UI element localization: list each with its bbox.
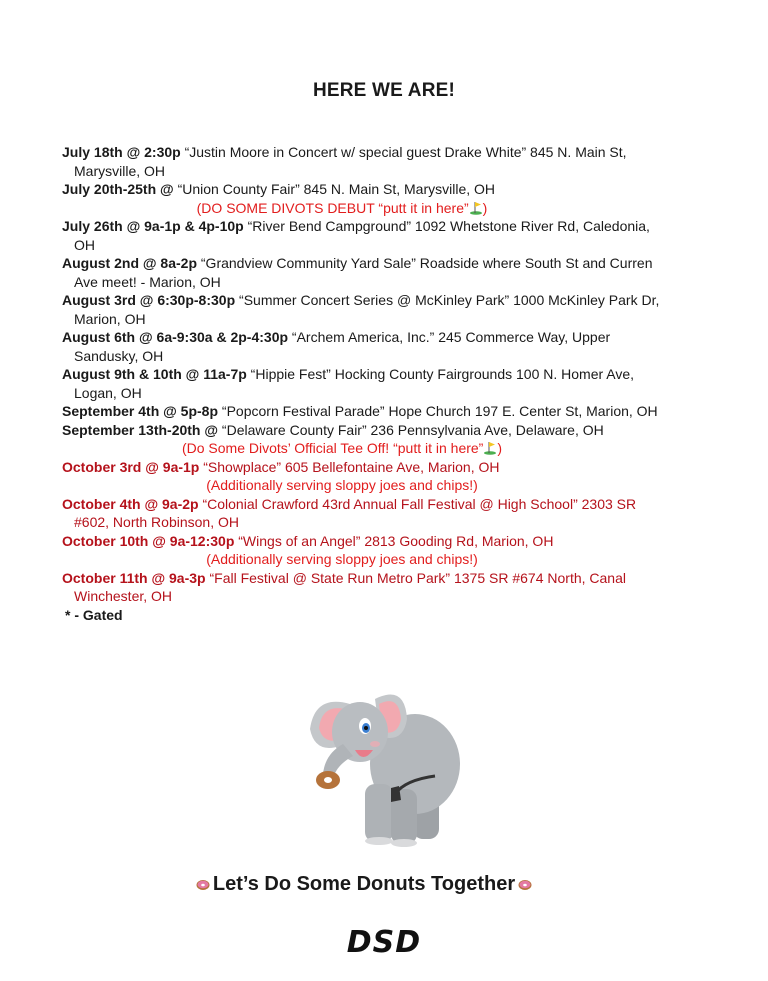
event-item xyxy=(62,402,662,421)
event-when: August 6th @ 6a-9:30a & 2p-4:30p xyxy=(62,329,289,345)
event-item xyxy=(62,532,662,551)
event-text: “Wings of an Angel” 2813 Gooding Rd, Marion, OH xyxy=(234,532,554,549)
dsd-logo: DSD xyxy=(346,925,422,960)
event-text: “Popcorn Festival Parade” Hope Church 197 E. Center St, Marion, OH xyxy=(218,403,658,419)
event-item xyxy=(62,495,662,532)
event-item xyxy=(62,143,662,180)
event-text: “Archem America, Inc.” 245 Commerce Way, Upper Sandusky, OH xyxy=(74,329,611,364)
donut-icon xyxy=(518,879,532,891)
teeoff-note: (Do Some Divots’ Official Tee Off! “putt it in here” ) xyxy=(181,440,503,456)
event-when: October 10th @ 9a-12:30p xyxy=(62,532,235,549)
event-text: “Delaware County Fair” 236 Pennsylvania Ave, Delaware, OH xyxy=(218,421,604,438)
footer-text: Let’s Do Some Donuts Together xyxy=(212,873,516,895)
event-text: “Showplace” 605 Bellefontaine Ave, Marion, OH xyxy=(199,458,500,475)
event-text: “Grandview Community Yard Sale” Roadside where South St and Curren Ave meet! - Marion, OH xyxy=(74,255,653,290)
golf-flag-icon xyxy=(483,441,497,455)
golf-flag-icon xyxy=(469,201,483,215)
event-text: “Union County Fair” 845 N. Main St, Marysville, OH xyxy=(173,181,496,197)
event-when: July 26th @ 9a-1p & 4p-10p xyxy=(62,218,244,234)
event-text: “Summer Concert Series @ McKinley Park” 1000 McKinley Park Dr, Marion, OH xyxy=(74,292,660,327)
event-item xyxy=(62,180,662,199)
event-when: October 4th @ 9a-2p xyxy=(62,495,199,512)
footer-slogan xyxy=(0,873,728,896)
event-item xyxy=(62,569,662,606)
event-when: September 13th-20th @ xyxy=(62,421,219,438)
event-when: July 20th-25th @ xyxy=(62,181,174,197)
event-item xyxy=(62,217,662,254)
sloppy-joes-note: (Additionally serving sloppy joes and chips!) xyxy=(206,551,478,567)
event-text: “Justin Moore in Concert w/ special guest Drake White” 845 N. Main St, Marysville, OH xyxy=(74,144,627,179)
event-when: October 11th @ 9a-3p xyxy=(62,569,206,586)
event-when: August 2nd @ 8a-2p xyxy=(62,255,197,271)
event-text: “Hippie Fest” Hocking County Fairgrounds 100 N. Homer Ave, Logan, OH xyxy=(74,366,635,401)
debut-note: (DO SOME DIVOTS DEBUT “putt it in here” ) xyxy=(196,199,488,216)
gated-legend: * - Gated xyxy=(65,606,123,623)
event-item xyxy=(62,328,662,365)
event-item xyxy=(62,458,662,477)
sloppy-joes-note: (Additionally serving sloppy joes and chips!) xyxy=(206,477,478,493)
event-text: “Fall Festival @ State Run Metro Park” 1375 SR #674 North, Canal Winchester, OH xyxy=(74,569,626,604)
event-when: October 3rd @ 9a-1p xyxy=(62,458,200,475)
event-when: August 9th & 10th @ 11a-7p xyxy=(62,366,247,382)
event-when: July 18th @ 2:30p xyxy=(62,144,181,160)
event-list xyxy=(62,143,662,624)
event-when: September 4th @ 5p-8p xyxy=(62,403,219,419)
event-item xyxy=(62,365,662,402)
donut-icon xyxy=(196,879,210,891)
event-when: August 3rd @ 6:30p-8:30p xyxy=(62,292,236,308)
elephant-illustration xyxy=(295,684,465,849)
event-text: “Colonial Crawford 43rd Annual Fall Festival @ High School” 2303 SR #602, North Robinson, OH xyxy=(74,495,637,530)
page-title: HERE WE ARE! xyxy=(312,80,456,101)
event-item xyxy=(62,254,662,291)
event-item xyxy=(62,421,662,440)
event-text: “River Bend Campground” 1092 Whetstone River Rd, Caledonia, OH xyxy=(74,218,650,253)
event-item xyxy=(62,291,662,328)
